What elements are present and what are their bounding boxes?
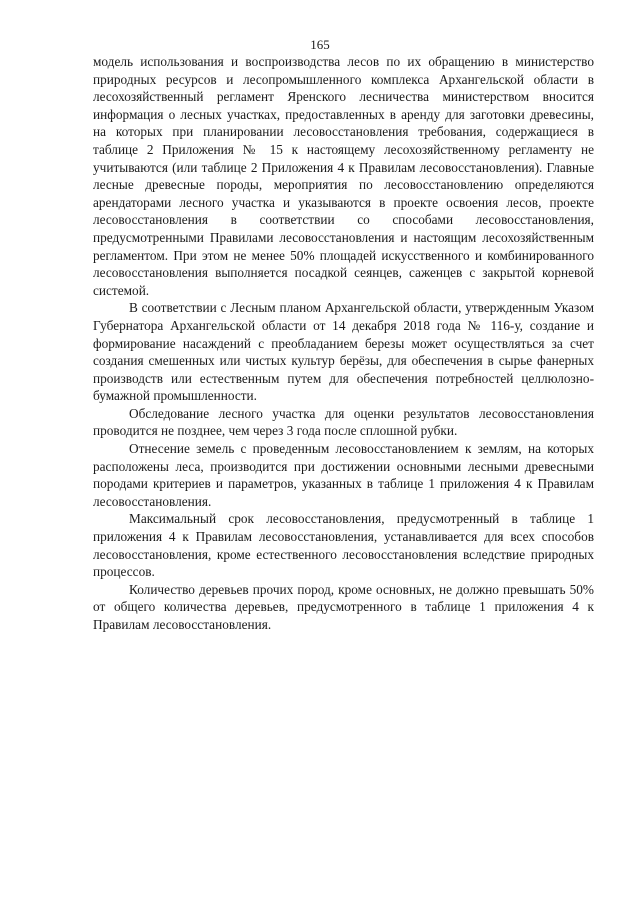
paragraph-1: модель использования и воспроизводства лесов по их обращению в министерство природных ресурсов и лесопромышленного комплекса Архангельской области в лесохозяйственный регламент Яренского лесничества министерством вносится информация о лесных участках, предоставленных в аренду для заготовки древесины, на которых при планировании лесовосстановления требования, содержащиеся в таблице 2 Приложения № 15 к настоящему лесохозяйственному регламенту не учитываются (или таблице 2 Приложения 4 к Правилам лесовосстановления). Главные лесные древесные породы, мероприятия по лесовосстановлению определяются арендаторами лесного участка и указываются в проекте освоения лесов, проекте лесовосстановления в соответствии со способами лесовосстановления, предусмотренными Правилами лесовосстановления и настоящим лесохозяйственным регламентом. При этом не менее 50% площадей искусственного и комбинированного лесовосстановления выполняется посадкой сеянцев, саженцев с закрытой корневой системой.: [93, 54, 594, 298]
paragraph-6: Количество деревьев прочих пород, кроме основных, не должно превышать 50% от общего количества деревьев, предусмотренного в таблице 1 приложения 4 к Правилам лесовосстановления.: [93, 581, 594, 632]
paragraph-2: В соответствии с Лесным планом Архангельской области, утвержденным Указом Губернатора Архангельской области от 14 декабря 2018 года № 116-у, создание и формирование насаждений с преобладанием березы может осуществляться за счет создания смешенных или чистых культур берёзы, для обеспечения в сырье фанерных производств или естественным путем для обеспечения потребностей целлюлозно-бумажной промышленности.: [93, 300, 594, 404]
paragraph-3: Обследование лесного участка для оценки результатов лесовосстановления проводится не позднее, чем через 3 года после сплошной рубки.: [93, 405, 594, 439]
body-text: [93, 53, 594, 634]
paragraph-5: Максимальный срок лесовосстановления, предусмотренный в таблице 1 приложения 4 к Правилам лесовосстановления, устанавливается для всех способов лесовосстановления, кроме естественного лесовосстановления вследствие природных процессов.: [93, 511, 594, 580]
paragraph-4: Отнесение земель с проведенным лесовосстановлением к землям, на которых расположены леса, производится при достижении основными лесными древесными породами критериев и параметров, указанных в таблице 1 приложения 4 к Правилам лесовосстановления.: [93, 441, 594, 509]
page-number: 165: [310, 37, 330, 52]
